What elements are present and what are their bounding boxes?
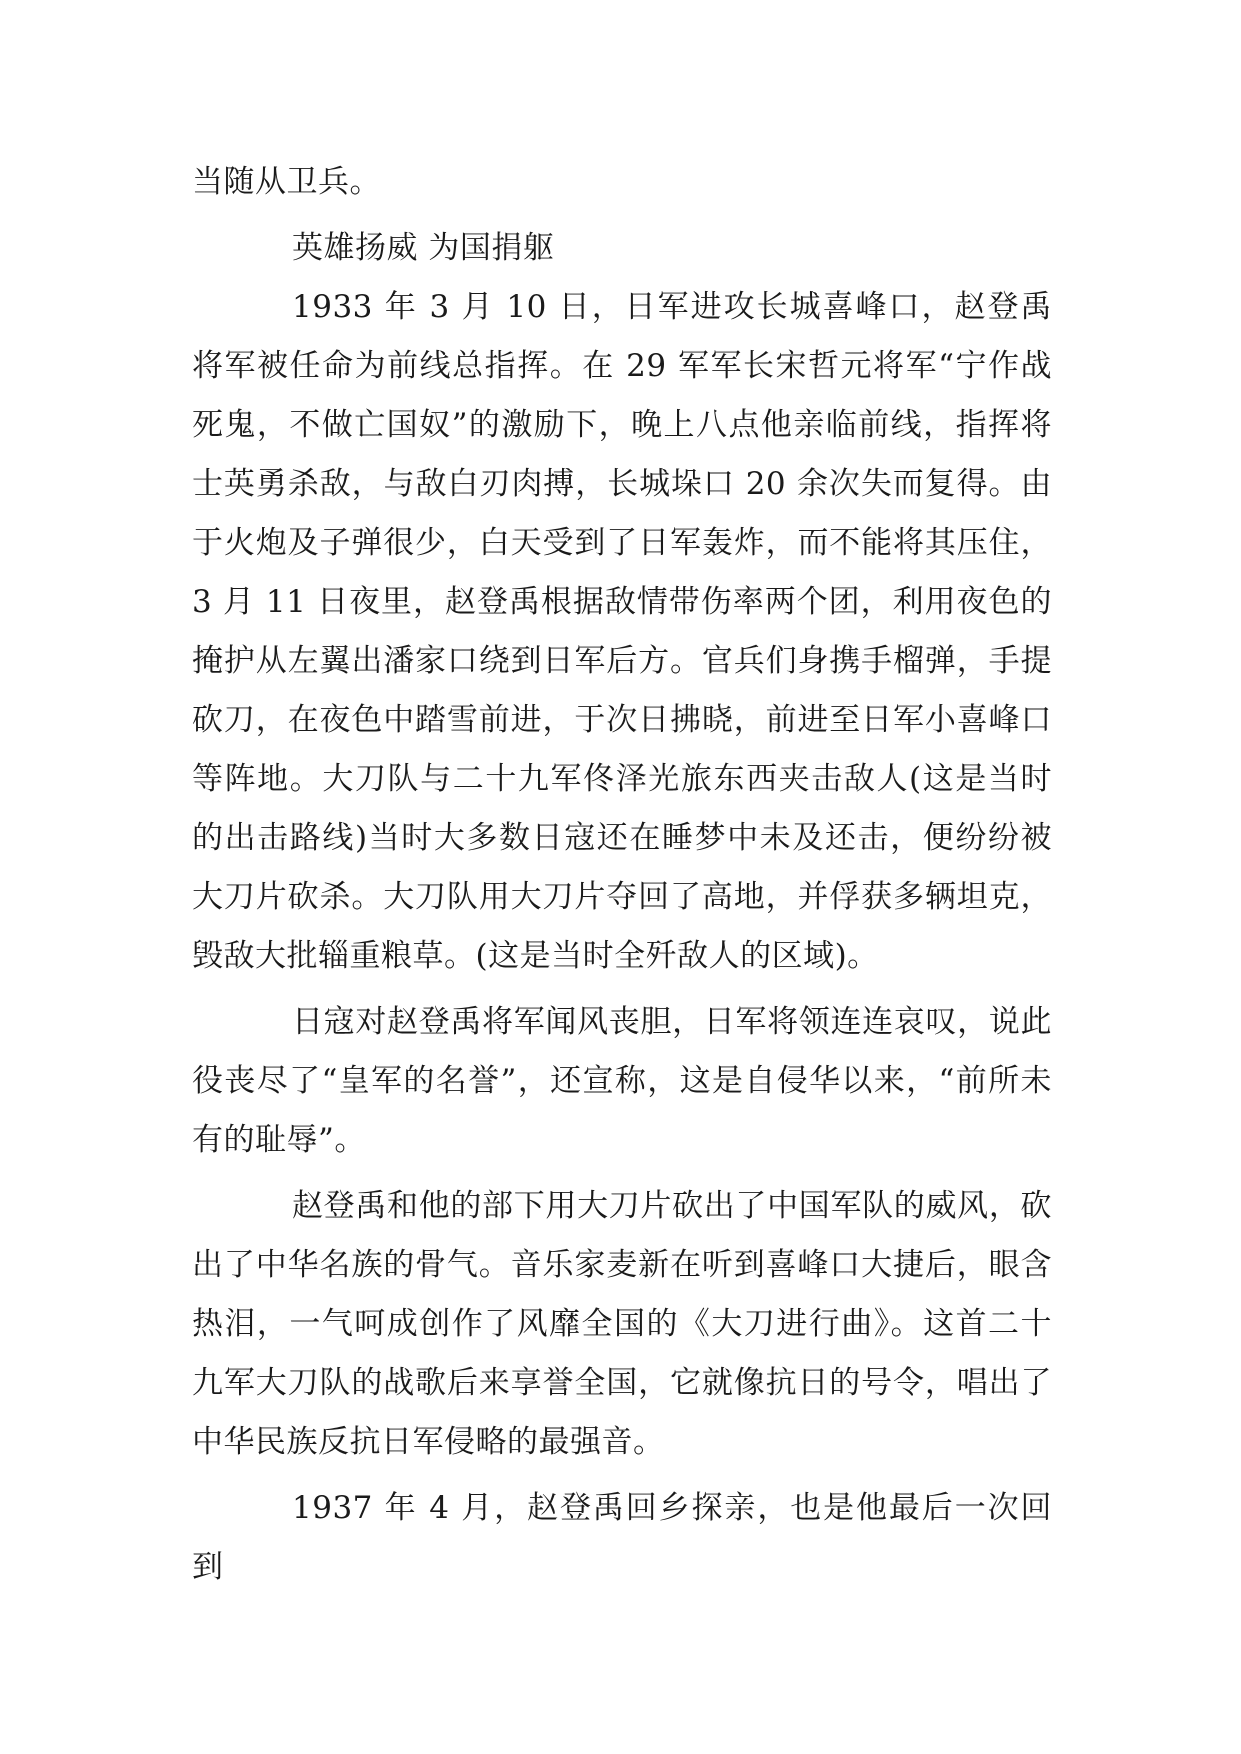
- paragraph-battle: 1933 年 3 月 10 日，日军进攻长城喜峰口，赵登禹将军被任命为前线总指挥。在 29 军军长宋哲元将军“宁作战死鬼，不做亡国奴”的激励下，晚上八点他亲临前线，指挥将士英勇杀敌，与敌白刃肉搏，长城垛口 20 余次失而复得。由于火炮及子弹很少，白天受到了日军轰炸，而不能将其压住，3 月 11 日夜里，赵登禹根据敌情带伤率两个团，利用夜色的掩护从左翼出潘家口绕到日军后方。官兵们身携手榴弹，手提砍刀，在夜色中踏雪前进，于次日拂晓，前进至日军小喜峰口等阵地。大刀队与二十九军佟泽光旅东西夹击敌人(这是当时的出击路线)当时大多数日寇还在睡梦中未及还击，便纷纷被大刀片砍杀。大刀队用大刀片夺回了高地，并俘获多辆坦克，毁敌大批辎重粮草。(这是当时全歼敌人的区域)。: [192, 289, 1052, 974]
- paragraph-enemy-reaction: 日寇对赵登禹将军闻风丧胆，日军将领连连哀叹，说此役丧尽了“皇军的名誉”，还宣称，这是自侵华以来，“前所未有的耻辱”。: [192, 1004, 1052, 1158]
- paragraph-legacy: 赵登禹和他的部下用大刀片砍出了中国军队的威风，砍出了中华名族的骨气。音乐家麦新在听到喜峰口大捷后，眼含热泪，一气呵成创作了风靡全国的《大刀进行曲》。这首二十九军大刀队的战歌后来享誉全国，它就像抗日的号令，唱出了中华民族反抗日军侵略的最强音。: [192, 1188, 1052, 1460]
- document-page: [192, 153, 1052, 1597]
- paragraph-1937: 1937 年 4 月，赵登禹回乡探亲，也是他最后一次回到: [192, 1490, 1052, 1585]
- section-heading: 英雄扬威 为国捐躯: [292, 230, 555, 266]
- paragraph-continuation: 当随从卫兵。: [192, 164, 381, 200]
